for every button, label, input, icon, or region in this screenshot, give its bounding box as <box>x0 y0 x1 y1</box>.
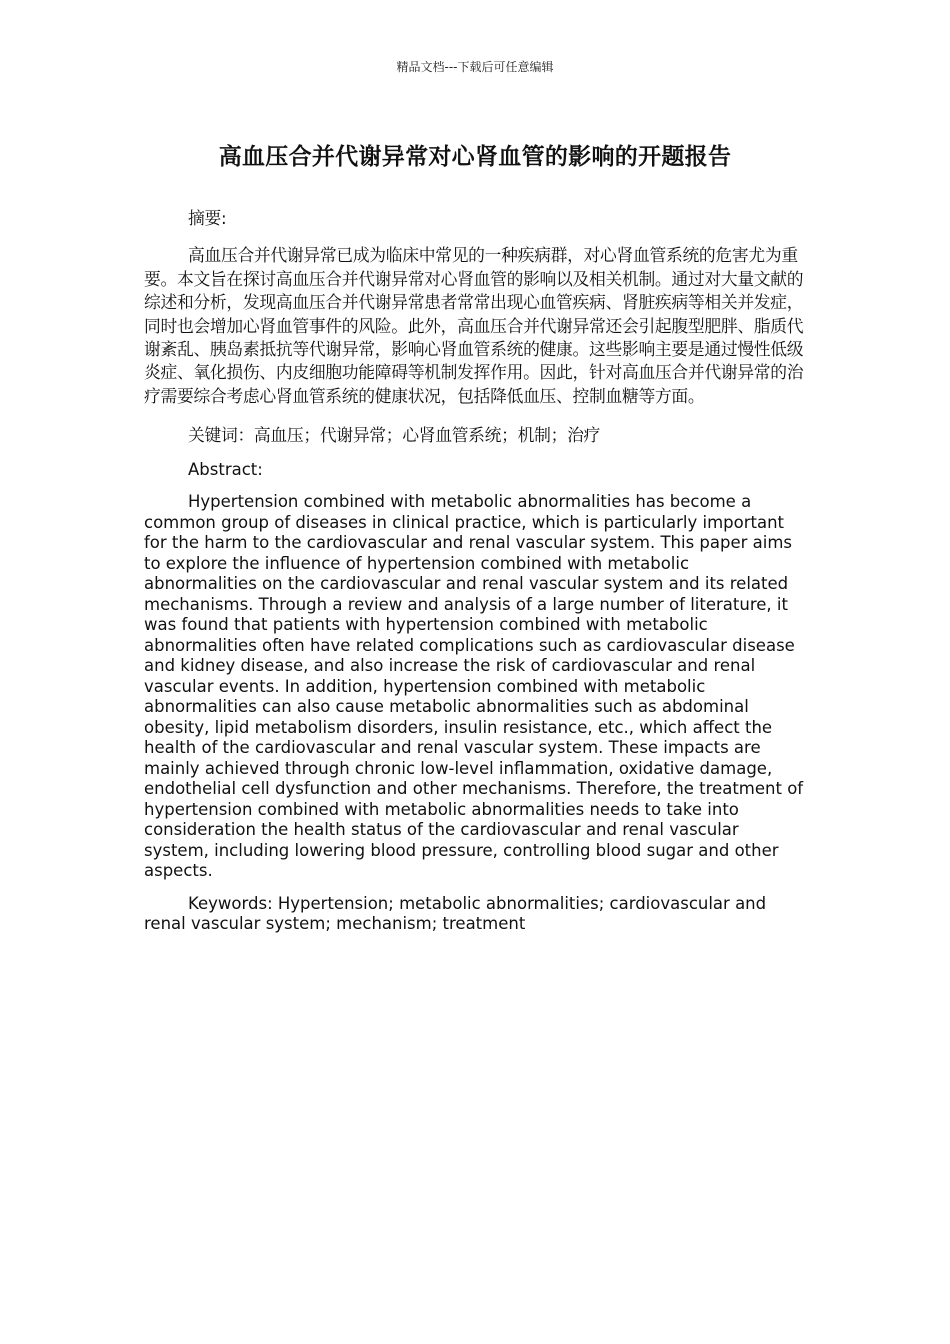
document-body <box>144 207 806 935</box>
en-abstract-body: Hypertension combined with metabolic abnormalities has become a common group of diseases in clinical practice, which is particularly important for the harm to the cardiovascular and renal vascular system. This paper aims to explore the influence of hypertension combined with metabolic abnormalities on the cardiovascular and renal vascular system and its related mechanisms. Through a review and analysis of a large number of literature, it was found that patients with hypertension combined with metabolic abnormalities often have related complications such as cardiovascular disease and kidney disease, and also increase the risk of cardiovascular and renal vascular events. In addition, hypertension combined with metabolic abnormalities can also cause metabolic abnormalities such as abdominal obesity, lipid metabolism disorders, insulin resistance, etc., which affect the health of the cardiovascular and renal vascular system. These impacts are mainly achieved through chronic low-level inflammation, oxidative damage, endothelial cell dysfunction and other mechanisms. Therefore, the treatment of hypertension combined with metabolic abnormalities needs to take into consideration the health status of the cardiovascular and renal vascular system, including lowering blood pressure, controlling blood sugar and other aspects. <box>144 492 804 881</box>
cn-keywords: 关键词：高血压；代谢异常；心肾血管系统；机制；治疗 <box>188 425 601 446</box>
header-note: 精品文档---下载后可任意编辑 <box>396 60 554 74</box>
en-abstract-label: Abstract: <box>188 459 263 479</box>
page-title: 高血压合并代谢异常对心肾血管的影响的开题报告 <box>218 144 732 170</box>
en-keywords: Keywords: Hypertension; metabolic abnormalities; cardiovascular and renal vascular system; mechanism; treatment <box>144 893 767 934</box>
cn-abstract-body: 高血压合并代谢异常已成为临床中常见的一种疾病群，对心肾血管系统的危害尤为重要。本文旨在探讨高血压合并代谢异常对心肾血管的影响以及相关机制。通过对大量文献的综述和分析，发现高血压合并代谢异常患者常常出现心血管疾病、肾脏疾病等相关并发症，同时也会增加心肾血管事件的风险。此外，高血压合并代谢异常还会引起腹型肥胖、脂质代谢紊乱、胰岛素抵抗等代谢异常，影响心肾血管系统的健康。这些影响主要是通过慢性低级炎症、氧化损伤、内皮细胞功能障碍等机制发挥作用。因此，针对高血压合并代谢异常的治疗需要综合考虑心肾血管系统的健康状况，包括降低血压、控制血糖等方面。 <box>144 245 804 406</box>
cn-abstract-label: 摘要: <box>188 208 227 228</box>
